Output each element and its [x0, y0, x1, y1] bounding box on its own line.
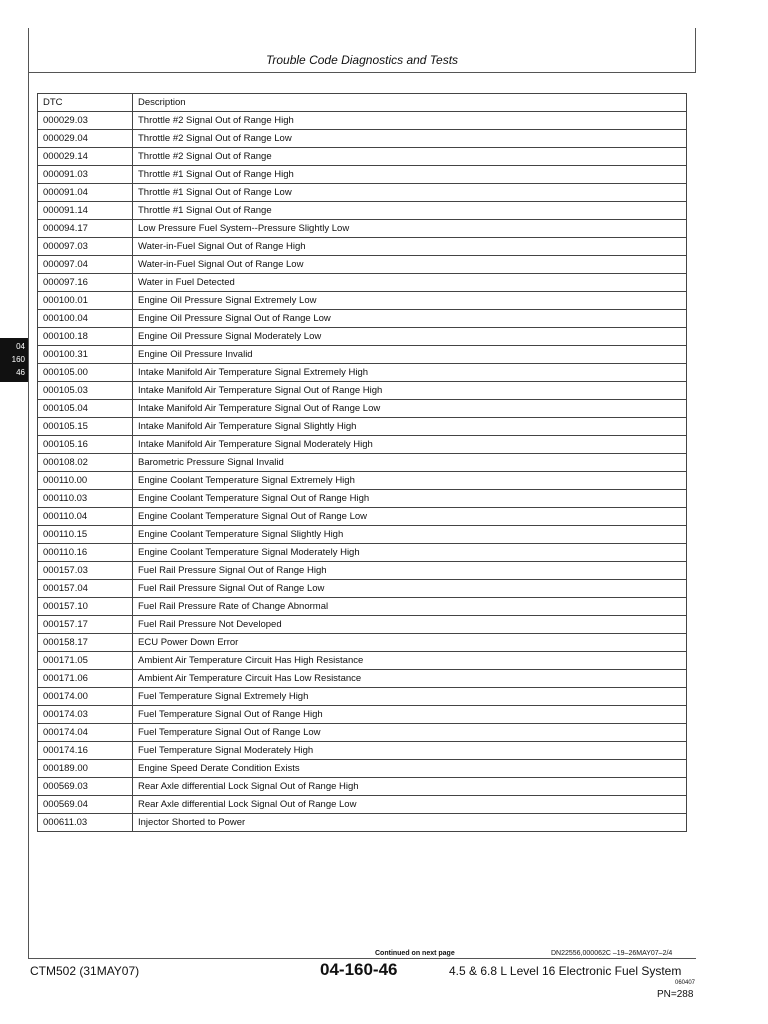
dtc-table-body [38, 112, 687, 832]
table-row [38, 112, 687, 130]
dtc-code: 000105.03 [38, 382, 133, 400]
part-number: PN=288 [657, 989, 694, 1000]
table-row [38, 742, 687, 760]
dtc-description: Rear Axle differential Lock Signal Out of Range High [133, 778, 687, 796]
dtc-description: Engine Oil Pressure Signal Extremely Low [133, 292, 687, 310]
dtc-description: Water-in-Fuel Signal Out of Range High [133, 238, 687, 256]
table-row [38, 778, 687, 796]
table-row [38, 148, 687, 166]
table-row [38, 346, 687, 364]
dtc-description: Fuel Temperature Signal Moderately High [133, 742, 687, 760]
table-row [38, 418, 687, 436]
table-row [38, 382, 687, 400]
dtc-description: Ambient Air Temperature Circuit Has High Resistance [133, 652, 687, 670]
dtc-code: 000097.16 [38, 274, 133, 292]
dtc-description: Throttle #2 Signal Out of Range [133, 148, 687, 166]
table-row [38, 472, 687, 490]
table-row [38, 706, 687, 724]
table-row [38, 202, 687, 220]
dtc-code: 000105.15 [38, 418, 133, 436]
dtc-description: Throttle #2 Signal Out of Range High [133, 112, 687, 130]
dtc-code: 000174.04 [38, 724, 133, 742]
page-header: Trouble Code Diagnostics and Tests [265, 53, 459, 67]
table-row [38, 526, 687, 544]
dtc-code: 000569.04 [38, 796, 133, 814]
table-row [38, 652, 687, 670]
dtc-description: Injector Shorted to Power [133, 814, 687, 832]
print-code: 060407 [675, 980, 696, 986]
dtc-description: Throttle #2 Signal Out of Range Low [133, 130, 687, 148]
dtc-code: 000157.04 [38, 580, 133, 598]
dtc-code: 000029.14 [38, 148, 133, 166]
dtc-description: Engine Coolant Temperature Signal Out of Range Low [133, 508, 687, 526]
dtc-code: 000157.10 [38, 598, 133, 616]
table-row [38, 184, 687, 202]
dtc-code: 000100.01 [38, 292, 133, 310]
dtc-description: Low Pressure Fuel System--Pressure Slightly Low [133, 220, 687, 238]
dtc-description: Engine Coolant Temperature Signal Slightly High [133, 526, 687, 544]
dtc-description: Ambient Air Temperature Circuit Has Low Resistance [133, 670, 687, 688]
table-row [38, 328, 687, 346]
document-reference: DN22556,000062C –19–26MAY07–2/4 [551, 950, 673, 957]
dtc-code: 000100.18 [38, 328, 133, 346]
dtc-code: 000094.17 [38, 220, 133, 238]
table-row [38, 166, 687, 184]
dtc-description: Water-in-Fuel Signal Out of Range Low [133, 256, 687, 274]
dtc-description: Fuel Temperature Signal Out of Range High [133, 706, 687, 724]
table-row [38, 454, 687, 472]
table-row [38, 580, 687, 598]
footer-divider [28, 958, 696, 959]
dtc-code: 000171.06 [38, 670, 133, 688]
dtc-description: Fuel Rail Pressure Not Developed [133, 616, 687, 634]
dtc-description: Water in Fuel Detected [133, 274, 687, 292]
dtc-description: Fuel Temperature Signal Out of Range Low [133, 724, 687, 742]
table-row [38, 634, 687, 652]
table-row [38, 364, 687, 382]
dtc-description: Rear Axle differential Lock Signal Out of Range Low [133, 796, 687, 814]
dtc-code: 000174.16 [38, 742, 133, 760]
dtc-code: 000105.04 [38, 400, 133, 418]
table-row [38, 724, 687, 742]
continued-note: Continued on next page [375, 950, 455, 957]
dtc-code: 000110.15 [38, 526, 133, 544]
header-divider [28, 72, 696, 73]
dtc-description: Engine Coolant Temperature Signal Extremely High [133, 472, 687, 490]
dtc-description: Intake Manifold Air Temperature Signal Slightly High [133, 418, 687, 436]
table-row [38, 508, 687, 526]
dtc-table [37, 93, 687, 832]
dtc-description: Barometric Pressure Signal Invalid [133, 454, 687, 472]
section-tab-line: 04 [16, 342, 25, 351]
dtc-description: Intake Manifold Air Temperature Signal Out of Range Low [133, 400, 687, 418]
page-number: 04-160-46 [320, 960, 398, 979]
dtc-code: 000105.00 [38, 364, 133, 382]
manual-id: CTM502 (31MAY07) [30, 964, 140, 978]
dtc-description: Fuel Temperature Signal Extremely High [133, 688, 687, 706]
table-row [38, 238, 687, 256]
dtc-code: 000110.00 [38, 472, 133, 490]
table-row [38, 292, 687, 310]
dtc-code: 000029.04 [38, 130, 133, 148]
table-row [38, 670, 687, 688]
dtc-code: 000157.03 [38, 562, 133, 580]
dtc-code: 000108.02 [38, 454, 133, 472]
table-row [38, 796, 687, 814]
dtc-description: Intake Manifold Air Temperature Signal Extremely High [133, 364, 687, 382]
page-frame-left [28, 28, 29, 958]
dtc-code: 000174.03 [38, 706, 133, 724]
dtc-code: 000091.04 [38, 184, 133, 202]
dtc-description: Engine Speed Derate Condition Exists [133, 760, 687, 778]
dtc-description: Engine Coolant Temperature Signal Out of Range High [133, 490, 687, 508]
table-row [38, 688, 687, 706]
section-tab-line: 46 [16, 368, 25, 377]
dtc-description: Throttle #1 Signal Out of Range Low [133, 184, 687, 202]
dtc-code: 000157.17 [38, 616, 133, 634]
dtc-description: Fuel Rail Pressure Rate of Change Abnormal [133, 598, 687, 616]
column-header-dtc: DTC [38, 94, 133, 112]
dtc-code: 000097.03 [38, 238, 133, 256]
dtc-code: 000171.05 [38, 652, 133, 670]
dtc-code: 000100.04 [38, 310, 133, 328]
dtc-code: 000091.14 [38, 202, 133, 220]
dtc-code: 000097.04 [38, 256, 133, 274]
dtc-description: Intake Manifold Air Temperature Signal Moderately High [133, 436, 687, 454]
dtc-code: 000110.16 [38, 544, 133, 562]
table-row [38, 490, 687, 508]
table-row [38, 544, 687, 562]
table-row [38, 400, 687, 418]
table-row [38, 562, 687, 580]
column-header-description: Description [133, 94, 687, 112]
dtc-description: Engine Oil Pressure Invalid [133, 346, 687, 364]
dtc-code: 000611.03 [38, 814, 133, 832]
section-tab-line: 160 [11, 355, 25, 364]
table-row [38, 256, 687, 274]
dtc-code: 000569.03 [38, 778, 133, 796]
table-row [38, 598, 687, 616]
dtc-code: 000100.31 [38, 346, 133, 364]
dtc-description: Throttle #1 Signal Out of Range [133, 202, 687, 220]
table-header-row [38, 94, 687, 112]
table-row [38, 220, 687, 238]
dtc-description: Intake Manifold Air Temperature Signal Out of Range High [133, 382, 687, 400]
section-tab [0, 338, 28, 382]
dtc-description: Fuel Rail Pressure Signal Out of Range Low [133, 580, 687, 598]
table-row [38, 814, 687, 832]
table-row [38, 310, 687, 328]
dtc-code: 000091.03 [38, 166, 133, 184]
dtc-code: 000029.03 [38, 112, 133, 130]
table-row [38, 274, 687, 292]
dtc-description: Engine Oil Pressure Signal Moderately Low [133, 328, 687, 346]
dtc-description: Fuel Rail Pressure Signal Out of Range High [133, 562, 687, 580]
table-row [38, 760, 687, 778]
table-row [38, 436, 687, 454]
dtc-description: Throttle #1 Signal Out of Range High [133, 166, 687, 184]
table-row [38, 616, 687, 634]
dtc-code: 000110.03 [38, 490, 133, 508]
dtc-code: 000105.16 [38, 436, 133, 454]
dtc-code: 000174.00 [38, 688, 133, 706]
footer-title: 4.5 & 6.8 L Level 16 Electronic Fuel System [449, 964, 682, 978]
dtc-description: Engine Coolant Temperature Signal Moderately High [133, 544, 687, 562]
dtc-code: 000189.00 [38, 760, 133, 778]
dtc-code: 000158.17 [38, 634, 133, 652]
dtc-code: 000110.04 [38, 508, 133, 526]
dtc-description: ECU Power Down Error [133, 634, 687, 652]
table-row [38, 130, 687, 148]
dtc-description: Engine Oil Pressure Signal Out of Range Low [133, 310, 687, 328]
